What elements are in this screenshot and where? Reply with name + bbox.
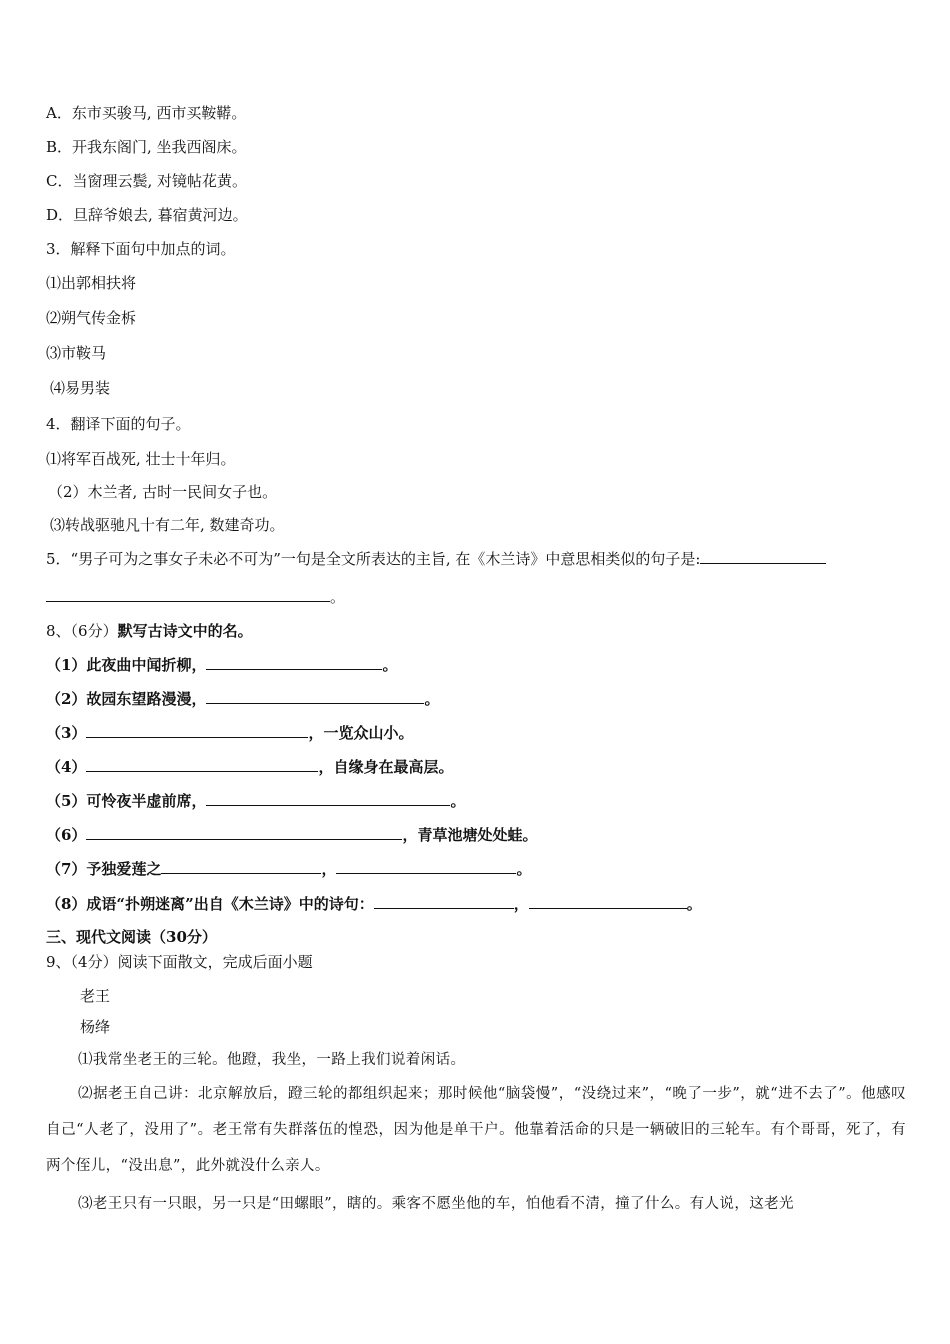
article-paragraph: ⑶老王只有一只眼，另一只是“田螺眼”，瞎的。乘客不愿坐他的车，怕他看不清，撞了什么。有人说，这老光	[78, 1196, 794, 1212]
q8-item: （7）予独爱莲之 ， 。	[46, 860, 532, 878]
article-paragraph: ⑵据老王自己讲：北京解放后，蹬三轮的都组织起来；那时候他“脑袋慢”，“没绕过来”，“晚了一步”，就“进不去了”。他感叹自己“人老了，没用了”。老王常有失群落伍的惶恐，因为他是单干户。他靠着活命的只是一辆破旧的三轮车。有个哥哥，死了，有两个侄儿，“没出息”，此外就没什么亲人。	[46, 1086, 906, 1174]
option-b: B．开我东阁门, 坐我西阁床。	[46, 138, 247, 156]
q3-item-3: ⑶市鞍马	[46, 344, 107, 362]
q3-item-2: ⑵朔气传金柝	[46, 309, 137, 327]
answer-blank[interactable]	[336, 859, 516, 874]
answer-blank[interactable]	[206, 689, 424, 704]
answer-blank[interactable]	[206, 655, 382, 670]
answer-blank[interactable]	[86, 757, 318, 772]
q5-end: 。	[330, 588, 346, 606]
option-c: C．当窗理云鬓, 对镜帖花黄。	[46, 172, 248, 190]
q5-text: 5．“男子可为之事女子未必不可为”一句是全文所表达的主旨, 在《木兰诗》中意思相类似的句子是:	[46, 550, 701, 568]
q8-item: （4） ，自缘身在最高层。	[46, 758, 454, 776]
answer-blank[interactable]	[46, 587, 330, 602]
q4-item-2: （2）木兰者, 古时一民间女子也。	[48, 483, 278, 501]
section-heading: 三、现代文阅读（30分）	[46, 928, 217, 946]
answer-blank[interactable]	[86, 723, 308, 738]
article-paragraph: ⑴我常坐老王的三轮。他蹬，我坐，一路上我们说着闲话。	[78, 1052, 466, 1068]
q4-title: 4．翻译下面的句子。	[46, 415, 191, 433]
q9-header: 9、（4分）阅读下面散文，完成后面小题	[46, 953, 313, 971]
q4-item-1: ⑴将军百战死, 壮士十年归。	[46, 450, 236, 468]
q8-item: （2）故园东望路漫漫， 。	[46, 690, 440, 708]
q8-number: 8、（6分）	[46, 622, 118, 640]
q8-item: （5）可怜夜半虚前席， 。	[46, 792, 466, 810]
article-title: 老王	[80, 987, 111, 1005]
q8-item: （6） ，青草池塘处处蛙。	[46, 826, 538, 844]
answer-blank[interactable]	[529, 894, 687, 909]
q8-title: 默写古诗文中的名。	[117, 622, 253, 640]
answer-blank[interactable]	[700, 549, 826, 564]
q8-item: （3） ，一览众山小。	[46, 724, 414, 742]
answer-blank[interactable]	[206, 791, 450, 806]
option-a: A．东市买骏马, 西市买鞍鞯。	[46, 104, 247, 122]
answer-blank[interactable]	[161, 859, 321, 874]
q8-item: （8）成语“扑朔迷离”出自《木兰诗》中的诗句： ， 。	[46, 895, 702, 913]
q8-item: （1）此夜曲中闻折柳， 。	[46, 656, 398, 674]
q3-item-1: ⑴出郭相扶将	[46, 274, 137, 292]
option-d: D．旦辞爷娘去, 暮宿黄河边。	[46, 206, 248, 224]
q4-item-3: ⑶转战驱驰凡十有二年, 数建奇功。	[50, 516, 285, 534]
article-author: 杨绛	[80, 1018, 111, 1036]
answer-blank[interactable]	[86, 825, 402, 840]
q3-title: 3．解释下面句中加点的词。	[46, 240, 236, 258]
q3-item-4: ⑷易男装	[50, 379, 111, 397]
answer-blank[interactable]	[374, 894, 514, 909]
